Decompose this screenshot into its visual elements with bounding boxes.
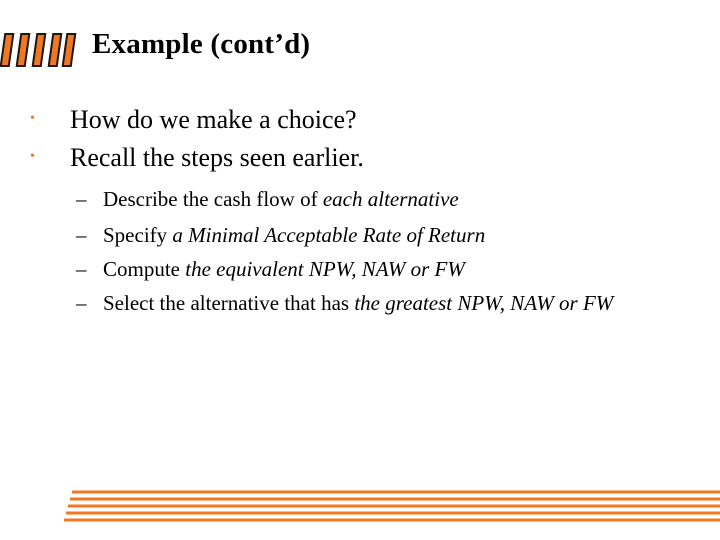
bullet-item (0, 142, 720, 182)
dash-icon: – (76, 223, 87, 247)
dash-icon: – (76, 187, 87, 211)
bullet-text: Recall the steps seen earlier. (70, 143, 364, 172)
slide-title: Example (cont’d) (92, 28, 311, 60)
bullet-item (0, 104, 720, 144)
dash-icon: – (76, 291, 87, 315)
sub-item-text: Describe the cash flow of each alternative (103, 187, 459, 211)
sub-item-text: Compute the equivalent NPW, NAW or FW (103, 257, 465, 281)
logo (0, 30, 80, 70)
bullet-icon: • (30, 149, 35, 164)
sub-item-text: Select the alternative that has the greatest NPW, NAW or FW (103, 291, 614, 315)
dash-icon: – (76, 257, 87, 281)
sub-item-text: Specify a Minimal Acceptable Rate of Return (103, 223, 486, 247)
bullet-icon: • (30, 111, 35, 126)
bullet-text: How do we make a choice? (70, 105, 357, 134)
